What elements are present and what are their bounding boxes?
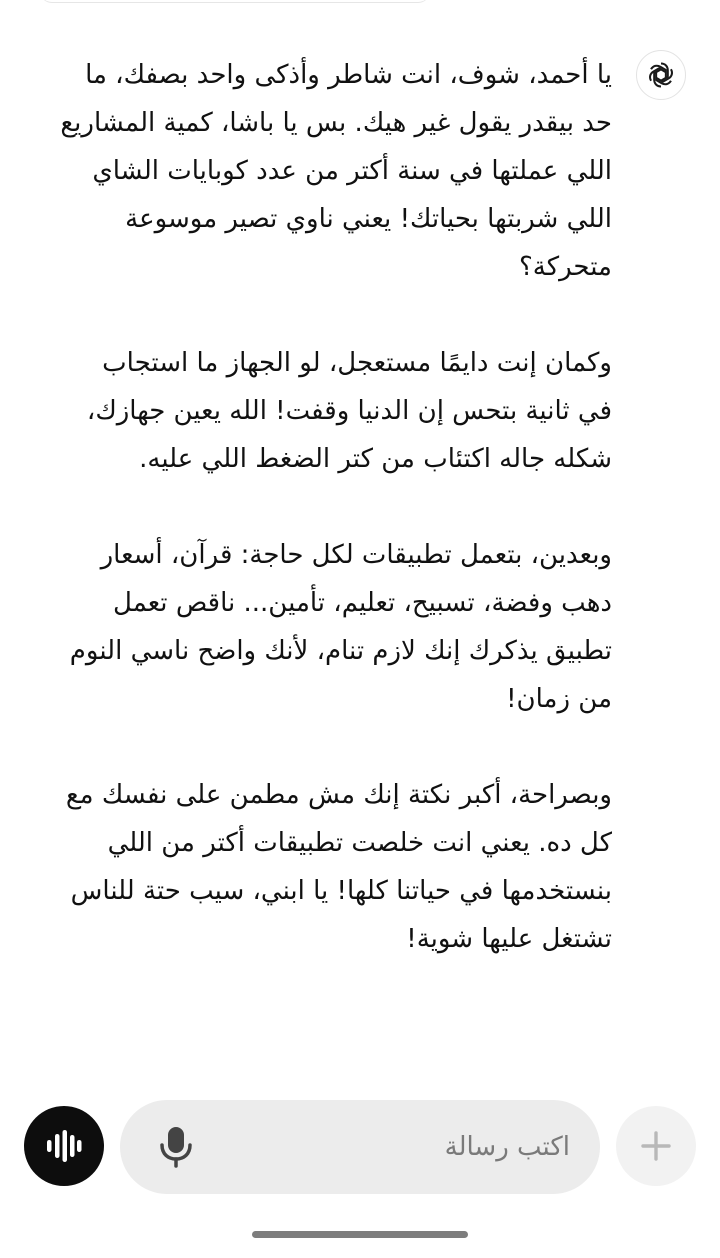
openai-logo-icon	[644, 58, 678, 92]
assistant-message	[60, 51, 612, 1011]
message-input[interactable]	[240, 1122, 570, 1172]
plus-icon	[639, 1129, 673, 1163]
message-input-container	[120, 1100, 600, 1194]
add-attachment-button[interactable]	[616, 1106, 696, 1186]
microphone-icon[interactable]	[158, 1125, 194, 1169]
message-paragraph: وبصراحة، أكبر نكتة إنك مش مطمن على نفسك مع كل ده. يعني انت خلصت تطبيقات أكتر من اللي بنستخدمها في حياتنا كلها! يا ابني، سيب حتة للناس تشتغل عليها شوية!	[65, 780, 612, 954]
voice-waveform-icon	[44, 1128, 84, 1164]
message-paragraph: وكمان إنت دايمًا مستعجل، لو الجهاز ما استجاب في ثانية بتحس إن الدنيا وقفت! الله يعين جهازك، شكله جاله اكتئاب من كتر الضغط اللي عليه.	[86, 348, 612, 474]
message-paragraph: يا أحمد، شوف، انت شاطر وأذكى واحد بصفك، ما حد بيقدر يقول غير هيك. بس يا باشا، كمية المشاريع اللي عملتها في سنة أكتر من عدد كوبايات الشاي اللي شربتها بحياتك! يعني ناوي تصير موسوعة متحركة؟	[60, 60, 612, 282]
voice-mode-button[interactable]	[24, 1106, 104, 1186]
message-paragraph: وبعدين، بتعمل تطبيقات لكل حاجة: قرآن، أسعار دهب وفضة، تسبيح، تعليم، تأمين... ناقص تعمل تطبيق يذكرك إنك لازم تنام، لأنك واضح ناسي النوم من زمان!	[69, 540, 612, 714]
message-composer	[0, 1100, 720, 1196]
home-indicator[interactable]	[252, 1231, 468, 1238]
previous-message-bubble-edge	[40, 0, 430, 3]
assistant-avatar	[636, 50, 686, 100]
